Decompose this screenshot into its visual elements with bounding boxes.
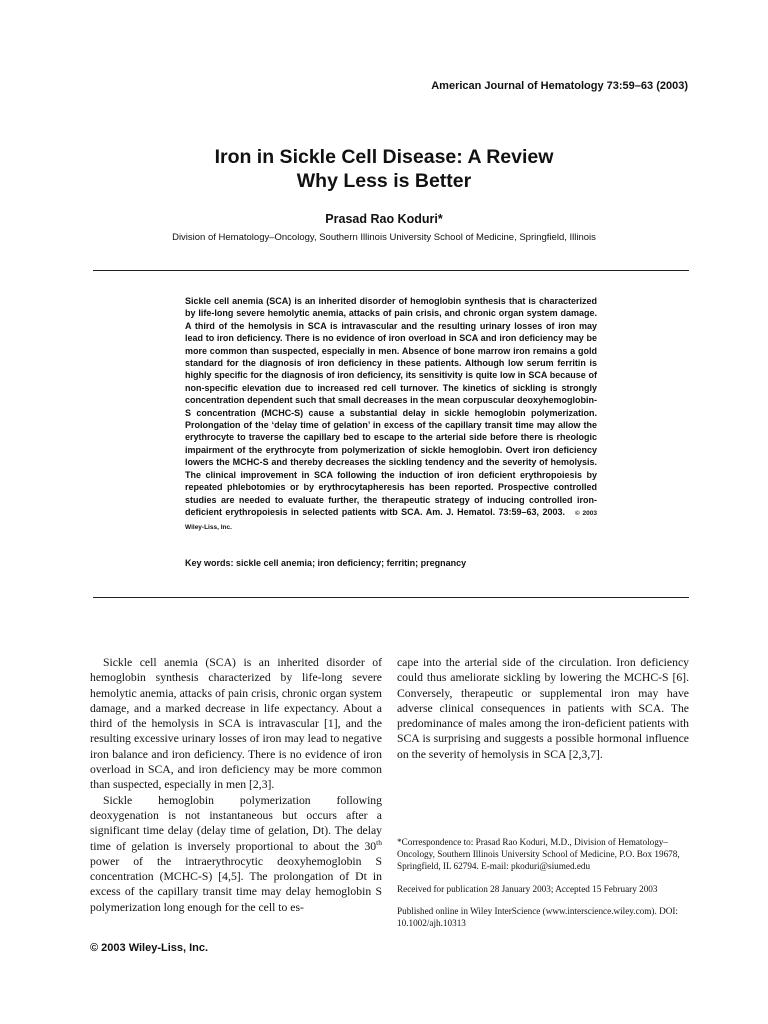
article-title	[0, 145, 768, 193]
top-divider	[93, 270, 689, 271]
received-footnote: Received for publication 28 January 2003; Accepted 15 February 2003	[397, 883, 658, 894]
abstract-copyright: © 2003 Wiley-Liss, Inc.	[185, 509, 597, 532]
title-line-1: Iron in Sickle Cell Disease: A Review	[214, 146, 554, 168]
footnotes	[397, 836, 689, 939]
journal-citation: American Journal of Hematology 73:59–63 (2003)	[431, 80, 688, 92]
abstract	[185, 295, 597, 535]
published-footnote: Published online in Wiley InterScience (www.interscience.wiley.com). DOI: 10.1002/ajh.10313	[397, 905, 678, 929]
body-paragraph-3: cape into the arterial side of the circulation. Iron deficiency could thus ameliorate sickling by lowering the MCHC-S [6]. Conversely, therapeutic or supplemental iron may have adverse clinical consequences in patients with SCA. The predominance of males among the iron-deficient patients with SCA is surprising and suggests a possible hormonal influence on the severity of hemolysis in SCA [2,3,7].	[397, 656, 689, 761]
author-name: Prasad Rao Koduri*	[325, 212, 443, 226]
title-line-2: Why Less is Better	[296, 170, 472, 192]
body-paragraph-1: Sickle cell anemia (SCA) is an inherited disorder of hemoglobin synthesis characterized by life-long severe hemolytic anemia, attacks of pain crisis, chronic organ system damage, and a marked decrease in life expectancy. About a third of the hemolysis in SCA is intravascular [1], and the resulting excessive urinary losses of iron may lead to negative iron balance and iron deficiency. There is no evidence of iron overload in SCA, and iron deficiency may be more common than suspected, especially in men [2,3].	[90, 656, 382, 792]
body-column-right	[397, 655, 689, 762]
body-paragraph-2	[90, 793, 382, 915]
abstract-text: Sickle cell anemia (SCA) is an inherited disorder of hemoglobin synthesis that is characterized by life-long severe hemolytic anemia, attacks of pain crisis, and chronic organ system damage. A third of the hemolysis in SCA is intravascular and the resulting urinary losses of iron may lead to iron deficiency. There is no evidence of iron overload in SCA and iron deficiency may be more common than suspected, especially in men. Absence of bone marrow iron remains a gold standard for the diagnosis of iron deficiency in these patients. Although low serum ferritin is highly specific for the diagnosis of iron deficiency, its sensitivity is quite low in SCA because of non-specific elevation due to increased red cell turnover. The kinetics of sickling is strongly concentration dependent such that small decreases in the mean corpuscular deoxyhemoglobin-S concentration (MCHC-S) cause a substantial delay in sickle hemoglobin polymerization. Prolongation of the ‘delay time of gelation’ in excess of the capillary transit time may allow the erythrocyte to traverse the capillary bed to escape to the arterial side before there is rheologic impairment of the erythrocyte from polymerization of sickle hemoglobin. Overt iron deficiency lowers the MCHC-S and thereby decreases the sickling tendency and the severity of hemolysis. The clinical improvement in SCA following the induction of iron deficient erythropoiesis by repeated phlebotomies or by erythrocytapheresis has been reported. Prospective controlled studies are needed to evaluate further, the therapeutic strategy of inducing controlled iron-deficient erythropoiesis in selected patients witb SCA. Am. J. Hematol. 73:59–63, 2003.	[185, 296, 597, 517]
body-paragraph-2-part-b: power of the intraerythrocytic deoxyhemoglobin S concentration (MCHC-S) [4,5]. The prolongation of Dt in excess of the capillary transit time may delay hemoglobin S polymerization long enough for the cell to es-	[90, 854, 382, 914]
author-affiliation: Division of Hematology–Oncology, Southern Illinois University School of Medicine, Springfield, Illinois	[172, 232, 596, 243]
body-column-left	[90, 655, 382, 915]
correspondence-footnote: *Correspondence to: Prasad Rao Koduri, M.D., Division of Hematology–Oncology, Southern Illinois University School of Medicine, P.O. Box 19678, Springfield, IL 62794. E-mail: pkoduri@siumed.edu	[397, 837, 680, 872]
bottom-divider	[93, 597, 689, 598]
superscript-th: th	[376, 837, 382, 847]
body-paragraph-2-part-a: Sickle hemoglobin polymerization following deoxygenation is not instantaneous but occurs after a significant time delay (delay time of gelation, Dt). The delay time of gelation is inversely proportional to about the 30	[90, 793, 382, 853]
footer-copyright: © 2003 Wiley-Liss, Inc.	[90, 942, 209, 954]
keywords: Key words: sickle cell anemia; iron deficiency; ferritin; pregnancy	[185, 558, 467, 568]
